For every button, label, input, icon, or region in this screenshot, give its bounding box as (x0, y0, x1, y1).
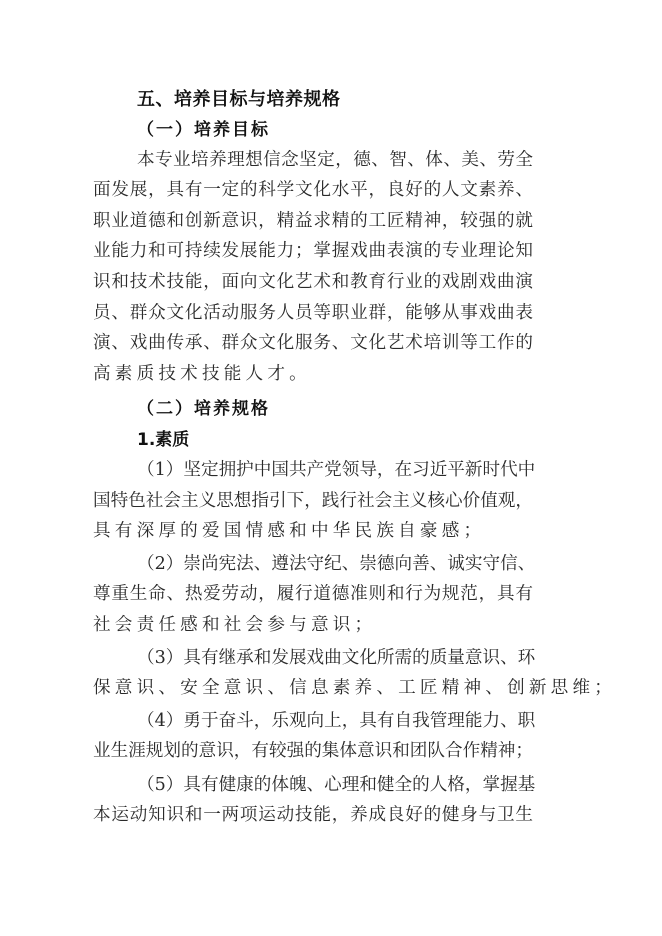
paragraph-line: 职业道德和创新意识，精益求精的工匠精神，较强的就 (93, 211, 533, 231)
paragraph-line: 演、戏曲传承、群众文化服务、文化艺术培训等工作的 (93, 333, 533, 353)
paragraph-line: 国特色社会主义思想指引下，践行社会主义核心价值观， (93, 491, 533, 511)
goal-heading: （一）培养目标 (137, 120, 270, 140)
paragraph-line: 保意识、安全意识、信息素养、工匠精神、创新思维； (93, 678, 617, 698)
paragraph-line: 高素质技术技能人才。 (93, 364, 311, 384)
paragraph-line: （4）勇于奋斗，乐观向上，具有自我管理能力、职 (137, 711, 536, 731)
paragraph-line: 尊重生命、热爱劳动，履行道德准则和行为规范，具有 (93, 584, 533, 604)
paragraph-line: 面发展，具有一定的科学文化水平，良好的人文素养、 (93, 180, 533, 200)
paragraph-line: （1）坚定拥护中国共产党领导，在习近平新时代中 (137, 460, 536, 480)
paragraph-line: 业能力和可持续发展能力；掌握戏曲表演的专业理论知 (93, 241, 533, 261)
paragraph-line: 员、群众文化活动服务人员等职业群，能够从事戏曲表 (93, 303, 533, 323)
paragraph-line: （5）具有健康的体魄、心理和健全的人格，掌握基 (137, 775, 536, 795)
paragraph-line: 具有深厚的爱国情感和中华民族自豪感； (93, 521, 486, 541)
paragraph-line: 业生涯规划的意识，有较强的集体意识和团队合作精神； (93, 741, 533, 761)
paragraph-line: 识和技术技能，面向文化艺术和教育行业的戏剧戏曲演 (93, 272, 533, 292)
section-title: 五、培养目标与培养规格 (137, 89, 341, 110)
paragraph-line: （3）具有继承和发展戏曲文化所需的质量意识、环 (137, 648, 536, 668)
quality-subheading: 1.素质 (137, 430, 190, 450)
paragraph-line: 本运动知识和一两项运动技能，养成良好的健身与卫生 (93, 805, 533, 825)
paragraph-line: （2）崇尚宪法、遵法守纪、崇德向善、诚实守信、 (137, 554, 536, 574)
spec-heading: （二）培养规格 (137, 399, 270, 419)
paragraph-line: 社会责任感和社会参与意识； (93, 615, 377, 635)
paragraph-line: 本专业培养理想信念坚定，德、智、体、美、劳全 (137, 150, 533, 170)
